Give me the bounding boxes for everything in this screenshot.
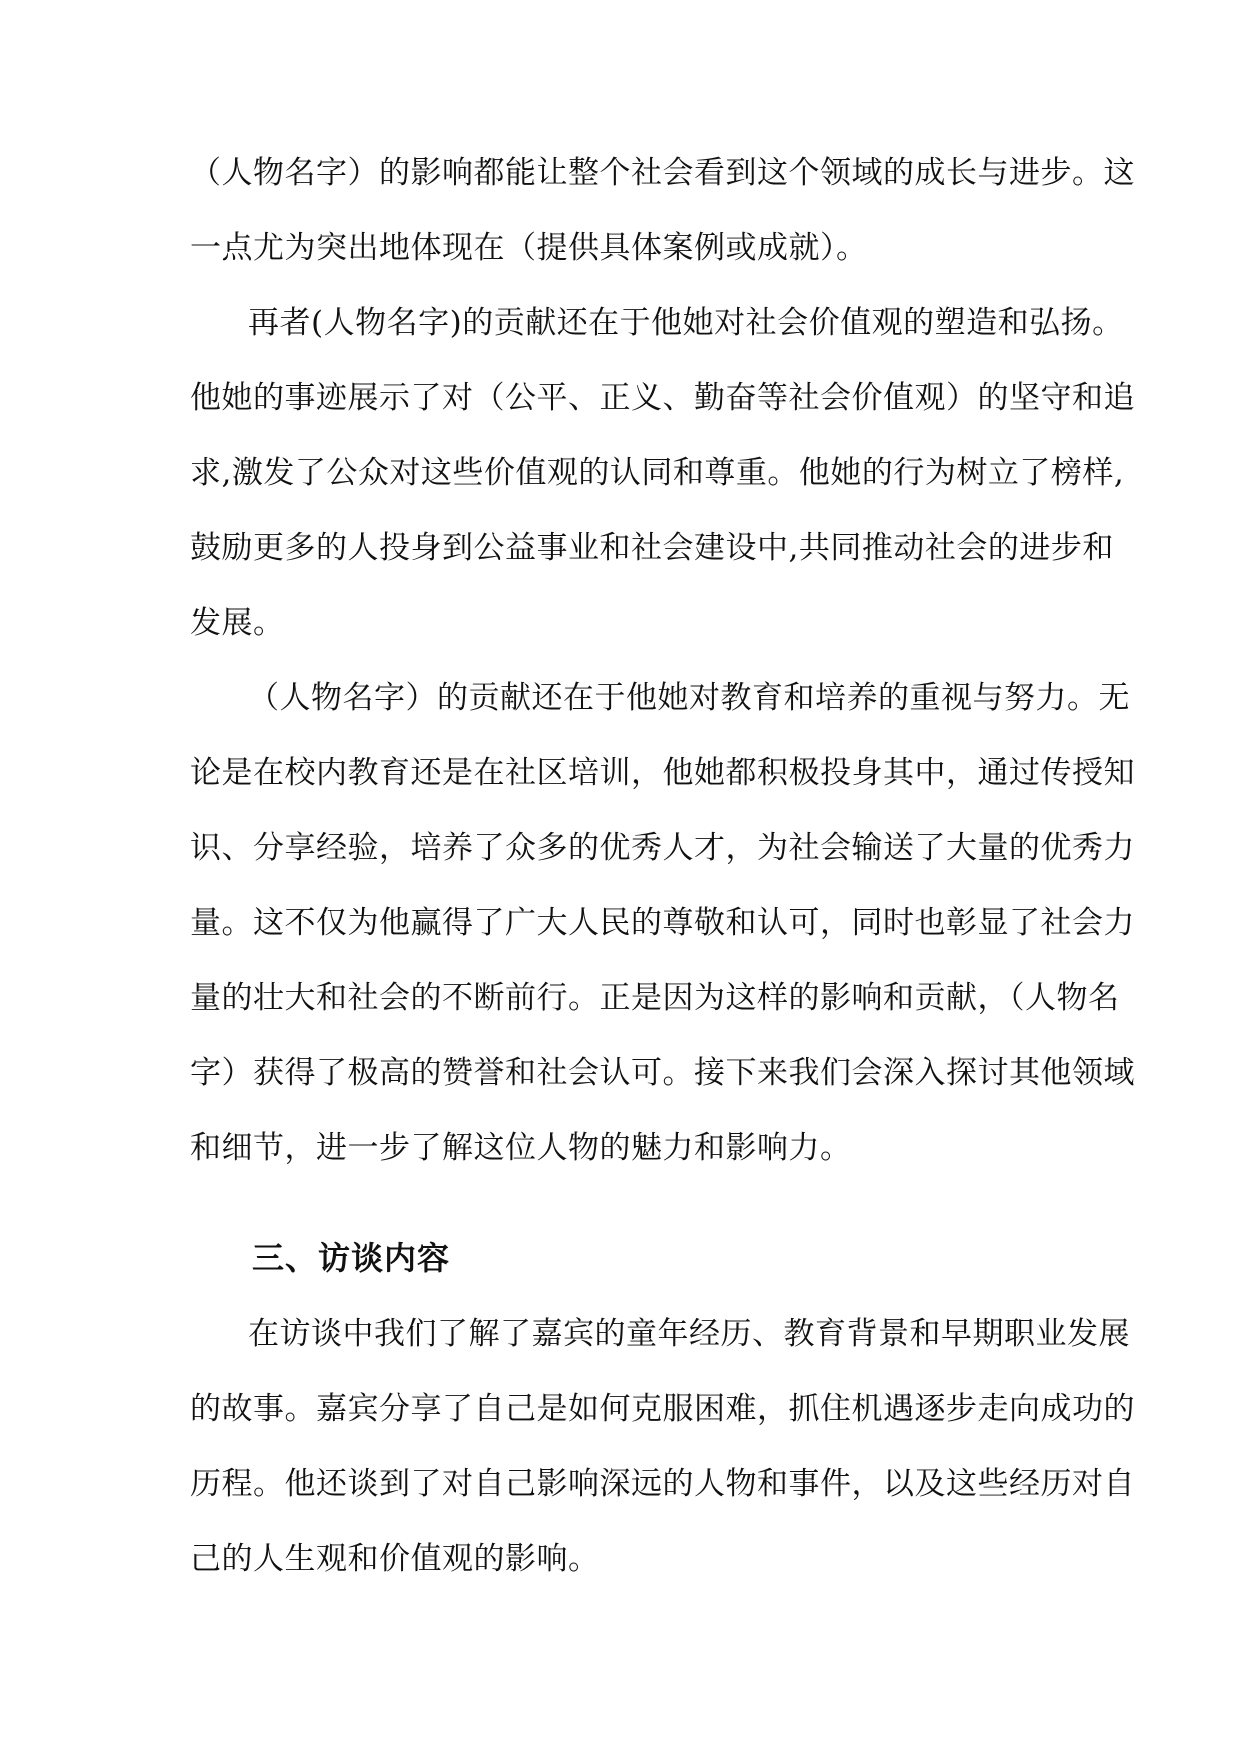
paragraph-line: 论是在校内教育还是在社区培训，他她都积极投身其中，通过传授知 [190, 755, 1135, 791]
section-heading: 三、访谈内容 [252, 1239, 451, 1277]
paragraph-line: 发展。 [190, 605, 285, 641]
paragraph-line: 字）获得了极高的赞誉和社会认可。接下来我们会深入探讨其他领域 [190, 1055, 1135, 1091]
paragraph-line: 一点尤为突出地体现在（提供具体案例或成就）。 [190, 230, 868, 266]
paragraph-line: 他她的事迹展示了对（公平、正义、勤奋等社会价值观）的坚守和追 [190, 380, 1135, 416]
paragraph-line: 鼓励更多的人投身到公益事业和社会建设中,共同推动社会的进步和 [190, 530, 1114, 566]
paragraph-line: （人物名字）的贡献还在于他她对教育和培养的重视与努力。无 [248, 680, 1130, 716]
paragraph-line: 识、分享经验，培养了众多的优秀人才，为社会输送了大量的优秀力 [190, 830, 1135, 866]
paragraph-line: （人物名字）的影响都能让整个社会看到这个领域的成长与进步。这 [190, 155, 1135, 191]
paragraph-line: 己的人生观和价值观的影响。 [190, 1541, 600, 1577]
paragraph-line: 量的壮大和社会的不断前行。正是因为这样的影响和贡献，（人物名 [190, 980, 1120, 1016]
paragraph-line: 再者(人物名字)的贡献还在于他她对社会价值观的塑造和弘扬。 [248, 305, 1124, 341]
paragraph-line: 在访谈中我们了解了嘉宾的童年经历、教育背景和早期职业发展 [248, 1316, 1130, 1352]
paragraph-line: 和细节，进一步了解这位人物的魅力和影响力。 [190, 1130, 852, 1166]
paragraph-line: 的故事。嘉宾分享了自己是如何克服困难，抓住机遇逐步走向成功的 [190, 1391, 1135, 1427]
paragraph-line: 求,激发了公众对这些价值观的认同和尊重。他她的行为树立了榜样, [190, 455, 1125, 491]
paragraph-line: 历程。他还谈到了对自己影响深远的人物和事件，以及这些经历对自 [190, 1466, 1135, 1502]
paragraph-line: 量。这不仅为他赢得了广大人民的尊敬和认可，同时也彰显了社会力 [190, 905, 1135, 941]
